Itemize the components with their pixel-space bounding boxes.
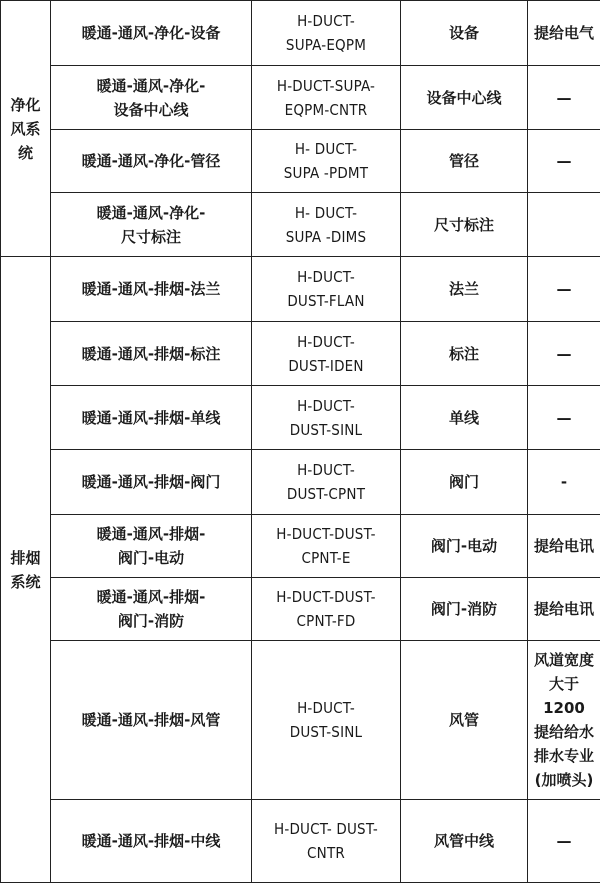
layer-code: H-DUCT- DUST- CNTR [252, 800, 401, 883]
layer-code: H-DUCT-DUST- CPNT-E [252, 515, 401, 578]
layer-content: 设备中心线 [401, 66, 528, 130]
layer-note: 风道宽度 大于 1200 提给给水 排水专业 (加喷头) [528, 641, 600, 800]
table-row [1, 641, 600, 800]
layer-code: H-DUCT- DUST-IDEN [252, 322, 401, 386]
layer-name: 暖通-通风-净化- 设备中心线 [51, 66, 252, 130]
table-row [1, 1, 600, 66]
table-row [1, 66, 600, 130]
layer-note: — [528, 130, 600, 193]
layer-name: 暖通-通风-排烟- 阀门-电动 [51, 515, 252, 578]
layer-note: - [528, 450, 600, 515]
layer-code: H-DUCT- DUST-SINL [252, 641, 401, 800]
layer-content: 单线 [401, 386, 528, 450]
layer-name: 暖通-通风-排烟-中线 [51, 800, 252, 883]
layer-name: 暖通-通风-排烟-标注 [51, 322, 252, 386]
layer-code: H-DUCT- SUPA-EQPM [252, 1, 401, 66]
layer-note: — [528, 257, 600, 322]
layer-content: 阀门-电动 [401, 515, 528, 578]
group-label-smoke-exhaust: 排烟 系统 [1, 257, 51, 883]
layer-code: H- DUCT- SUPA -DIMS [252, 193, 401, 257]
layer-content: 管径 [401, 130, 528, 193]
table-row [1, 257, 600, 322]
layer-content: 标注 [401, 322, 528, 386]
layer-code: H-DUCT-SUPA- EQPM-CNTR [252, 66, 401, 130]
layer-content: 阀门-消防 [401, 578, 528, 641]
table-row [1, 800, 600, 883]
group-label-purification: 净化 风系 统 [1, 1, 51, 257]
layer-note: — [528, 386, 600, 450]
table-row [1, 515, 600, 578]
layer-name: 暖通-通风-排烟-阀门 [51, 450, 252, 515]
layer-content: 风管 [401, 641, 528, 800]
layer-name: 暖通-通风-排烟-风管 [51, 641, 252, 800]
layer-content: 设备 [401, 1, 528, 66]
layer-content: 阀门 [401, 450, 528, 515]
layer-note [528, 193, 600, 257]
layer-code: H-DUCT- DUST-CPNT [252, 450, 401, 515]
table-row [1, 450, 600, 515]
layer-name: 暖通-通风-净化- 尺寸标注 [51, 193, 252, 257]
layer-code: H-DUCT-DUST- CPNT-FD [252, 578, 401, 641]
layer-note: 提给电讯 [528, 578, 600, 641]
layer-code: H-DUCT- DUST-SINL [252, 386, 401, 450]
layer-name: 暖通-通风-净化-设备 [51, 1, 252, 66]
table-row [1, 386, 600, 450]
layer-note: 提给电气 [528, 1, 600, 66]
table-row [1, 130, 600, 193]
layer-note: 提给电讯 [528, 515, 600, 578]
layer-code: H-DUCT- DUST-FLAN [252, 257, 401, 322]
layer-name: 暖通-通风-净化-管径 [51, 130, 252, 193]
layer-note: — [528, 322, 600, 386]
table-row [1, 578, 600, 641]
layer-content: 尺寸标注 [401, 193, 528, 257]
table-row [1, 322, 600, 386]
table-row [1, 193, 600, 257]
layer-note: — [528, 800, 600, 883]
layer-name: 暖通-通风-排烟-单线 [51, 386, 252, 450]
layer-content: 风管中线 [401, 800, 528, 883]
layer-content: 法兰 [401, 257, 528, 322]
layer-name: 暖通-通风-排烟-法兰 [51, 257, 252, 322]
layer-note: — [528, 66, 600, 130]
layer-code: H- DUCT- SUPA -PDMT [252, 130, 401, 193]
layer-name: 暖通-通风-排烟- 阀门-消防 [51, 578, 252, 641]
